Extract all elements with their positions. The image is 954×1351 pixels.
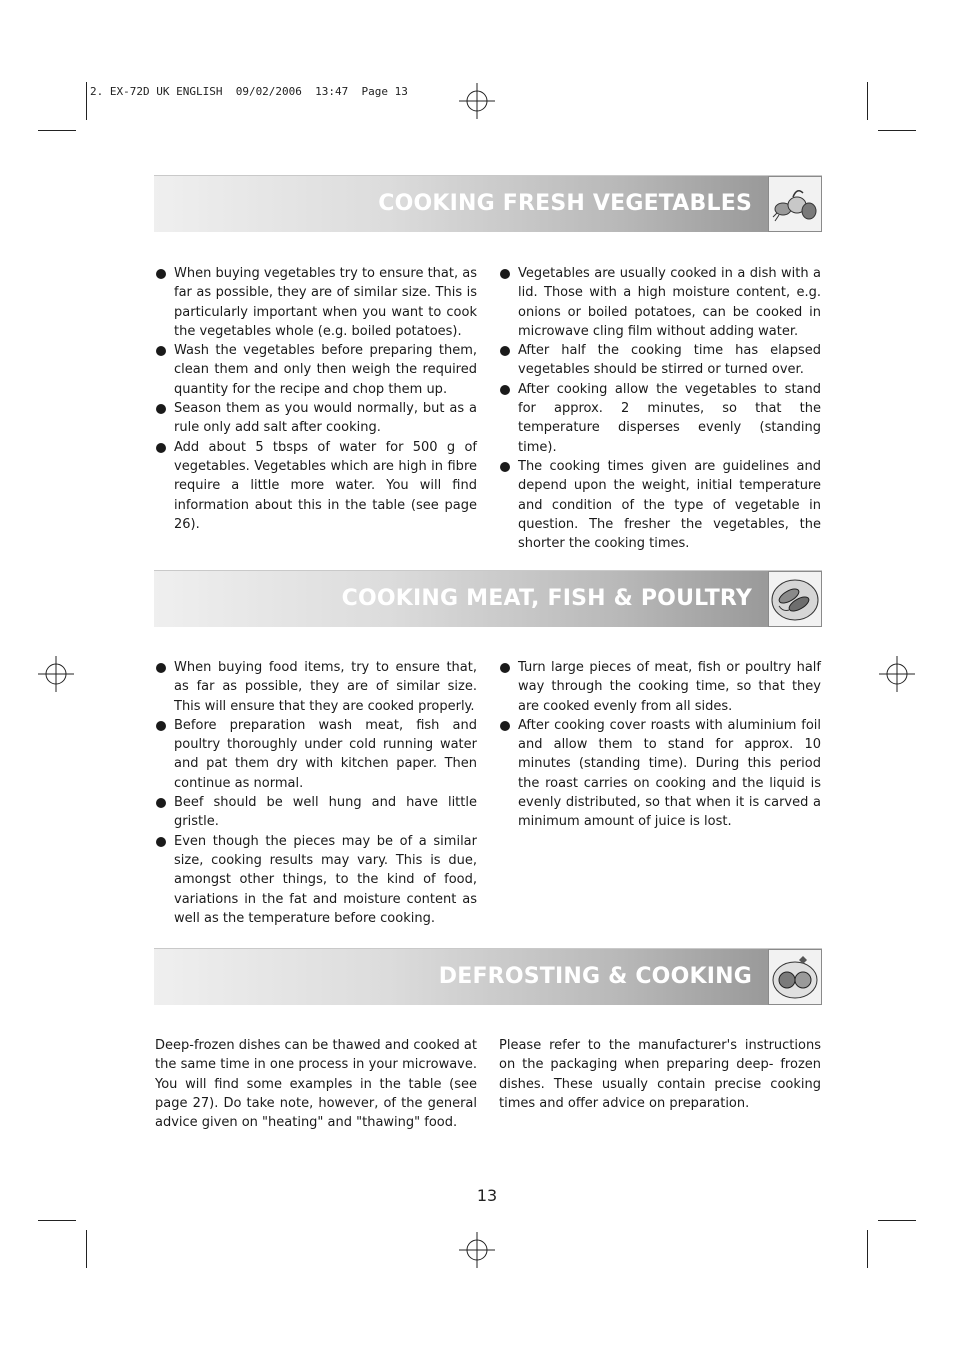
frozen-dish-icon — [768, 949, 822, 1005]
list-item: Before preparation wash meat, fish and poultry thoroughly under cold running water and pat them dry with kitchen paper. Then continue as normal. — [155, 716, 477, 793]
vegetables-right-column — [499, 264, 821, 553]
crop-mark — [878, 1220, 916, 1221]
registration-mark-icon — [459, 83, 495, 119]
section-title: COOKING FRESH VEGETABLES — [378, 191, 752, 216]
registration-mark-icon — [459, 1232, 495, 1268]
section-title: COOKING MEAT, FISH & POULTRY — [341, 586, 752, 611]
section-header-defrosting — [154, 948, 822, 1005]
crop-mark — [38, 130, 76, 131]
list-item: Beef should be well hung and have little gristle. — [155, 793, 477, 832]
list-item: After cooking allow the vegetables to stand for approx. 2 minutes, so that the temperature disperses evenly (standing time). — [499, 380, 821, 457]
registration-mark-icon — [879, 656, 915, 692]
paragraph: Deep-frozen dishes can be thawed and cooked at the same time in one process in your microwave. You will find some examples in the table (see page 27). Do take note, however, of the general advice given on "heating" and "thawing" food. — [155, 1038, 477, 1131]
crop-mark — [86, 1230, 87, 1268]
list-item: When buying vegetables try to ensure that, as far as possible, they are of similar size. This is particularly important when you want to cook the vegetables whole (e.g. boiled potatoes). — [155, 264, 477, 341]
meat-left-column — [155, 658, 477, 928]
list-item: After half the cooking time has elapsed vegetables should be stirred or turned over. — [499, 341, 821, 380]
list-item: Wash the vegetables before preparing them, clean them and only then weigh the required quantity for the recipe and chop them up. — [155, 341, 477, 399]
defrosting-right-column — [499, 1036, 821, 1113]
crop-mark — [86, 82, 87, 120]
defrosting-left-column — [155, 1036, 477, 1132]
list-item: Even though the pieces may be of a similar size, cooking results may vary. This is due, amongst other things, to the kind of food, variations in the fat and moisture content as well as the temperature before cooking. — [155, 832, 477, 928]
section-header-meat — [154, 570, 822, 627]
crop-mark — [38, 1220, 76, 1221]
list-item: Vegetables are usually cooked in a dish with a lid. Those with a high moisture content, e.g. onions or boiled potatoes, can be cooked in microwave cling film without adding water. — [499, 264, 821, 341]
paragraph: Please refer to the manufacturer's instructions on the packaging when preparing deep- frozen dishes. These usually contain precise cooking times and offer advice on preparation. — [499, 1038, 821, 1111]
list-item: Turn large pieces of meat, fish or poultry half way through the cooking time, so that they are cooked evenly from all sides. — [499, 658, 821, 716]
fish-platter-icon — [768, 571, 822, 627]
crop-mark — [878, 130, 916, 131]
vegetables-icon — [768, 176, 822, 232]
page-number: 13 — [476, 1186, 498, 1205]
registration-mark-icon — [38, 656, 74, 692]
section-header-vegetables — [154, 175, 822, 232]
crop-mark — [867, 82, 868, 120]
list-item: When buying food items, try to ensure that, as far as possible, they are of similar size. This will ensure that they are cooked properly. — [155, 658, 477, 716]
list-item: Season them as you would normally, but as a rule only add salt after cooking. — [155, 399, 477, 438]
vegetables-left-column — [155, 264, 477, 534]
section-title: DEFROSTING & COOKING — [438, 964, 752, 989]
print-slug: 2. EX-72D UK ENGLISH 09/02/2006 13:47 Page 13 — [90, 85, 408, 98]
list-item: Add about 5 tbsps of water for 500 g of vegetables. Vegetables which are high in fibre require a little more water. You will find information about this in the table (see page 26). — [155, 438, 477, 534]
crop-mark — [867, 1230, 868, 1268]
list-item: The cooking times given are guidelines and depend upon the weight, initial temperature and condition of the type of vegetable in question. The fresher the vegetables, the shorter the cooking times. — [499, 457, 821, 553]
meat-right-column — [499, 658, 821, 832]
list-item: After cooking cover roasts with aluminium foil and allow them to stand for approx. 10 minutes (standing time). During this period the roast carries on cooking and the liquid is evenly distributed, so that when it is carved a minimum amount of juice is lost. — [499, 716, 821, 832]
